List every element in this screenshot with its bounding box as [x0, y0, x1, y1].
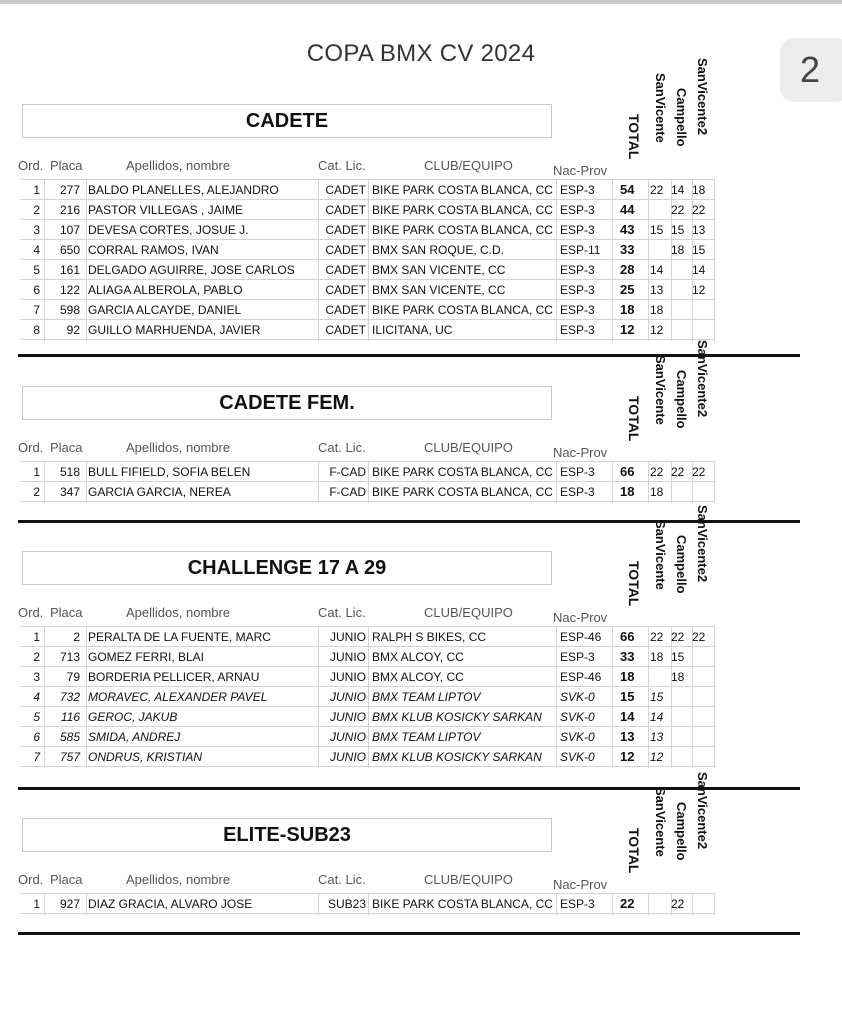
- name-cell: BULL FIFIELD, SOFIA BELEN: [88, 465, 251, 479]
- category-cell: JUNIO: [330, 750, 366, 764]
- total-cell: 33: [620, 242, 635, 257]
- ord-cell: 3: [33, 670, 40, 684]
- total-cell: 66: [620, 464, 635, 479]
- total-column-header: TOTAL: [626, 396, 642, 442]
- grid-line: [20, 179, 714, 180]
- nac-prov-cell: ESP-46: [560, 670, 602, 684]
- race3-points-cell: 13: [692, 223, 706, 237]
- nac-prov-cell: ESP-3: [560, 897, 595, 911]
- race3-points-cell: 18: [692, 183, 706, 197]
- club-column-header: CLUB/EQUIPO: [424, 158, 513, 173]
- table-row: [0, 181, 842, 201]
- category-cell: JUNIO: [330, 630, 366, 644]
- total-column-header: TOTAL: [626, 561, 642, 607]
- cat-column-header: Cat. Lic.: [318, 158, 366, 173]
- placa-cell: 122: [59, 283, 80, 297]
- name-cell: GUILLO MARHUENDA, JAVIER: [88, 323, 261, 337]
- category-cell: CADET: [325, 243, 366, 257]
- category-cell: CADET: [325, 283, 366, 297]
- ord-cell: 7: [33, 303, 40, 317]
- column-headers: [0, 872, 842, 892]
- ord-column-header: Ord.: [18, 440, 44, 455]
- club-cell: BMX KLUB KOSICKY SARKAN: [372, 710, 542, 724]
- club-cell: BIKE PARK COSTA BLANCA, CC: [372, 183, 553, 197]
- table-row: [0, 748, 842, 768]
- section-separator: [18, 354, 800, 357]
- race1-points-cell: 15: [650, 223, 664, 237]
- total-cell: 18: [620, 302, 635, 317]
- total-cell: 28: [620, 262, 635, 277]
- name-cell: SMIDA, ANDREJ: [88, 730, 181, 744]
- nac-prov-cell: ESP-3: [560, 323, 595, 337]
- category-title: CHALLENGE 17 A 29: [22, 551, 552, 585]
- ord-cell: 6: [33, 730, 40, 744]
- cat-column-header: Cat. Lic.: [318, 440, 366, 455]
- name-cell: GEROC, JAKUB: [88, 710, 178, 724]
- total-cell: 54: [620, 182, 635, 197]
- race1-points-cell: 18: [650, 485, 664, 499]
- race1-column-header: SanVicente: [653, 355, 668, 425]
- race1-points-cell: 18: [650, 650, 664, 664]
- club-cell: BMX KLUB KOSICKY SARKAN: [372, 750, 542, 764]
- race1-column-header: SanVicente: [653, 73, 668, 143]
- ord-cell: 8: [33, 323, 40, 337]
- name-column-header: Apellidos, nombre: [126, 440, 231, 455]
- nac-prov-cell: SVK-0: [560, 690, 595, 704]
- club-cell: BMX SAN VICENTE, CC: [372, 263, 506, 277]
- section-separator: [18, 520, 800, 523]
- table-row: [0, 628, 842, 648]
- page-number-badge: 2: [780, 38, 842, 102]
- category-cell: SUB23: [327, 897, 366, 911]
- nac-prov-cell: SVK-0: [560, 710, 595, 724]
- total-cell: 25: [620, 282, 635, 297]
- club-cell: BMX TEAM LIPTOV: [372, 730, 481, 744]
- results-section: [0, 505, 842, 791]
- nac-column-header: Nac-Prov: [553, 877, 608, 892]
- name-cell: BALDO PLANELLES, ALEJANDRO: [88, 183, 279, 197]
- race3-points-cell: 14: [692, 263, 706, 277]
- placa-cell: 713: [59, 650, 80, 664]
- club-cell: BMX SAN ROQUE, C.D.: [372, 243, 505, 257]
- grid-line: [20, 626, 714, 627]
- placa-cell: 585: [59, 730, 80, 744]
- total-cell: 12: [620, 322, 635, 337]
- club-cell: BIKE PARK COSTA BLANCA, CC: [372, 485, 553, 499]
- club-cell: BMX ALCOY, CC: [372, 670, 464, 684]
- race1-points-cell: 12: [650, 750, 664, 764]
- placa-cell: 757: [59, 750, 80, 764]
- table-row: [0, 648, 842, 668]
- results-section: [0, 772, 842, 936]
- nac-prov-cell: SVK-0: [560, 730, 595, 744]
- placa-cell: 79: [66, 670, 80, 684]
- race3-points-cell: 22: [692, 465, 706, 479]
- column-headers: [0, 605, 842, 625]
- ord-cell: 7: [33, 750, 40, 764]
- ord-cell: 1: [33, 630, 40, 644]
- ord-cell: 1: [33, 897, 40, 911]
- placa-cell: 277: [59, 183, 80, 197]
- race1-column-header: SanVicente: [653, 520, 668, 590]
- nac-prov-cell: ESP-11: [560, 243, 601, 257]
- club-cell: RALPH S BIKES, CC: [372, 630, 487, 644]
- grid-line: [20, 893, 714, 894]
- race1-column-header: SanVicente: [653, 787, 668, 857]
- placa-cell: 347: [59, 485, 80, 499]
- race1-points-cell: 22: [650, 183, 664, 197]
- name-cell: PERALTA DE LA FUENTE, MARC: [88, 630, 271, 644]
- placa-column-header: Placa: [50, 440, 83, 455]
- table-row: [0, 463, 842, 483]
- name-cell: GARCIA ALCAYDE, DANIEL: [88, 303, 242, 317]
- nac-prov-cell: ESP-3: [560, 485, 595, 499]
- nac-prov-cell: ESP-3: [560, 465, 595, 479]
- category-cell: F-CAD: [329, 485, 366, 499]
- category-cell: CADET: [325, 203, 366, 217]
- race2-column-header: Campello: [674, 88, 689, 147]
- table-row: [0, 668, 842, 688]
- ord-column-header: Ord.: [18, 605, 44, 620]
- club-column-header: CLUB/EQUIPO: [424, 440, 513, 455]
- total-cell: 12: [620, 749, 635, 764]
- race2-points-cell: 22: [671, 465, 685, 479]
- club-cell: BIKE PARK COSTA BLANCA, CC: [372, 465, 553, 479]
- nac-prov-cell: ESP-3: [560, 203, 595, 217]
- name-cell: ONDRUS, KRISTIAN: [88, 750, 203, 764]
- column-headers: [0, 440, 842, 460]
- category-title: CADETE FEM.: [22, 386, 552, 420]
- club-cell: BMX SAN VICENTE, CC: [372, 283, 506, 297]
- club-cell: BIKE PARK COSTA BLANCA, CC: [372, 203, 553, 217]
- race1-points-cell: 13: [650, 283, 664, 297]
- name-cell: GOMEZ FERRI, BLAI: [88, 650, 205, 664]
- category-cell: JUNIO: [330, 670, 366, 684]
- ord-column-header: Ord.: [18, 872, 44, 887]
- section-separator: [18, 787, 800, 790]
- total-cell: 18: [620, 669, 635, 684]
- race2-points-cell: 22: [671, 630, 685, 644]
- name-cell: GARCIA GARCIA, NEREA: [88, 485, 231, 499]
- table-row: [0, 301, 842, 321]
- name-cell: PASTOR VILLEGAS , JAIME: [88, 203, 243, 217]
- ord-cell: 4: [33, 243, 40, 257]
- nac-prov-cell: ESP-46: [560, 630, 602, 644]
- ord-cell: 2: [33, 203, 40, 217]
- race1-points-cell: 22: [650, 630, 664, 644]
- nac-column-header: Nac-Prov: [553, 610, 608, 625]
- race1-points-cell: 22: [650, 465, 664, 479]
- total-column-header: TOTAL: [626, 114, 642, 160]
- total-cell: 18: [620, 484, 635, 499]
- race3-points-cell: 15: [692, 243, 706, 257]
- name-column-header: Apellidos, nombre: [126, 872, 231, 887]
- cat-column-header: Cat. Lic.: [318, 605, 366, 620]
- ord-cell: 2: [33, 485, 40, 499]
- cat-column-header: Cat. Lic.: [318, 872, 366, 887]
- category-cell: CADET: [325, 183, 366, 197]
- category-title: CADETE: [22, 104, 552, 138]
- club-cell: BIKE PARK COSTA BLANCA, CC: [372, 303, 553, 317]
- nac-prov-cell: ESP-3: [560, 223, 595, 237]
- race3-points-cell: 22: [692, 630, 706, 644]
- name-column-header: Apellidos, nombre: [126, 158, 231, 173]
- table-row: [0, 708, 842, 728]
- total-cell: 44: [620, 202, 635, 217]
- category-cell: JUNIO: [330, 710, 366, 724]
- total-cell: 33: [620, 649, 635, 664]
- placa-cell: 216: [59, 203, 80, 217]
- race3-points-cell: 12: [692, 283, 706, 297]
- name-cell: DIAZ GRACIA, ALVARO JOSE: [88, 897, 253, 911]
- table-row: [0, 241, 842, 261]
- table-row: [0, 321, 842, 341]
- race3-points-cell: 22: [692, 203, 706, 217]
- table-row: [0, 895, 842, 915]
- race1-points-cell: 15: [650, 690, 664, 704]
- ord-cell: 1: [33, 465, 40, 479]
- nac-prov-cell: ESP-3: [560, 303, 595, 317]
- race1-points-cell: 12: [650, 323, 664, 337]
- race2-points-cell: 22: [671, 203, 685, 217]
- name-cell: MORAVEC, ALEXANDER PAVEL: [88, 690, 268, 704]
- table-row: [0, 221, 842, 241]
- table-row: [0, 688, 842, 708]
- race2-points-cell: 15: [671, 650, 685, 664]
- race2-column-header: Campello: [674, 370, 689, 429]
- placa-column-header: Placa: [50, 158, 83, 173]
- section-separator: [18, 932, 800, 935]
- race2-points-cell: 22: [671, 897, 685, 911]
- table-row: [0, 483, 842, 503]
- results-section: [0, 340, 842, 524]
- placa-column-header: Placa: [50, 872, 83, 887]
- nac-prov-cell: ESP-3: [560, 263, 595, 277]
- nac-column-header: Nac-Prov: [553, 445, 608, 460]
- ord-cell: 1: [33, 183, 40, 197]
- race3-column-header: SanVicente2: [695, 340, 710, 418]
- table-row: [0, 728, 842, 748]
- race3-column-header: SanVicente2: [695, 505, 710, 583]
- name-cell: BORDERIA PELLICER, ARNAU: [88, 670, 260, 684]
- race3-column-header: SanVicente2: [695, 58, 710, 136]
- race1-points-cell: 14: [650, 710, 664, 724]
- placa-cell: 598: [59, 303, 80, 317]
- table-row: [0, 201, 842, 221]
- name-cell: ALIAGA ALBEROLA, PABLO: [88, 283, 243, 297]
- club-column-header: CLUB/EQUIPO: [424, 872, 513, 887]
- category-cell: CADET: [325, 263, 366, 277]
- total-cell: 14: [620, 709, 635, 724]
- name-column-header: Apellidos, nombre: [126, 605, 231, 620]
- category-cell: JUNIO: [330, 730, 366, 744]
- table-row: [0, 281, 842, 301]
- placa-cell: 116: [60, 710, 80, 724]
- top-divider: [0, 0, 842, 4]
- nac-prov-cell: ESP-3: [560, 183, 595, 197]
- placa-cell: 161: [59, 263, 80, 277]
- placa-cell: 650: [59, 243, 80, 257]
- placa-cell: 518: [59, 465, 80, 479]
- category-cell: JUNIO: [330, 650, 366, 664]
- race2-points-cell: 18: [671, 670, 685, 684]
- category-cell: CADET: [325, 303, 366, 317]
- category-cell: CADET: [325, 223, 366, 237]
- nac-prov-cell: ESP-3: [560, 283, 595, 297]
- total-column-header: TOTAL: [626, 828, 642, 874]
- race2-column-header: Campello: [674, 535, 689, 594]
- name-cell: DEVESA CORTES, JOSUE J.: [88, 223, 249, 237]
- race1-points-cell: 13: [650, 730, 664, 744]
- race2-points-cell: 18: [671, 243, 685, 257]
- club-cell: BMX TEAM LIPTOV: [372, 690, 481, 704]
- total-cell: 13: [620, 729, 635, 744]
- placa-cell: 927: [59, 897, 80, 911]
- name-cell: CORRAL RAMOS, IVAN: [88, 243, 219, 257]
- ord-cell: 3: [33, 223, 40, 237]
- race1-points-cell: 14: [650, 263, 664, 277]
- ord-cell: 5: [33, 710, 40, 724]
- placa-cell: 732: [59, 690, 80, 704]
- category-cell: F-CAD: [329, 465, 366, 479]
- placa-column-header: Placa: [50, 605, 83, 620]
- category-cell: CADET: [325, 323, 366, 337]
- race1-points-cell: 18: [650, 303, 664, 317]
- category-title: ELITE-SUB23: [22, 818, 552, 852]
- club-cell: BMX ALCOY, CC: [372, 650, 464, 664]
- total-cell: 43: [620, 222, 635, 237]
- nac-prov-cell: ESP-3: [560, 650, 595, 664]
- category-cell: JUNIO: [330, 690, 366, 704]
- ord-column-header: Ord.: [18, 158, 44, 173]
- club-cell: BIKE PARK COSTA BLANCA, CC: [372, 897, 553, 911]
- club-column-header: CLUB/EQUIPO: [424, 605, 513, 620]
- club-cell: BIKE PARK COSTA BLANCA, CC: [372, 223, 553, 237]
- ord-cell: 6: [33, 283, 40, 297]
- name-cell: DELGADO AGUIRRE, JOSE CARLOS: [88, 263, 295, 277]
- total-cell: 22: [620, 896, 635, 911]
- club-cell: ILICITANA, UC: [372, 323, 453, 337]
- total-cell: 15: [620, 689, 635, 704]
- placa-cell: 2: [73, 630, 80, 644]
- table-row: [0, 261, 842, 281]
- race3-column-header: SanVicente2: [695, 772, 710, 850]
- results-section: [0, 58, 842, 358]
- grid-line: [20, 461, 714, 462]
- ord-cell: 2: [33, 650, 40, 664]
- nac-column-header: Nac-Prov: [553, 163, 608, 178]
- placa-cell: 107: [59, 223, 80, 237]
- race2-column-header: Campello: [674, 802, 689, 861]
- page-title: COPA BMX CV 2024: [306, 40, 536, 67]
- ord-cell: 5: [33, 263, 40, 277]
- ord-cell: 4: [33, 690, 40, 704]
- placa-cell: 92: [66, 323, 80, 337]
- column-headers: [0, 158, 842, 178]
- race2-points-cell: 14: [671, 183, 685, 197]
- total-cell: 66: [620, 629, 635, 644]
- nac-prov-cell: SVK-0: [560, 750, 595, 764]
- race2-points-cell: 15: [671, 223, 685, 237]
